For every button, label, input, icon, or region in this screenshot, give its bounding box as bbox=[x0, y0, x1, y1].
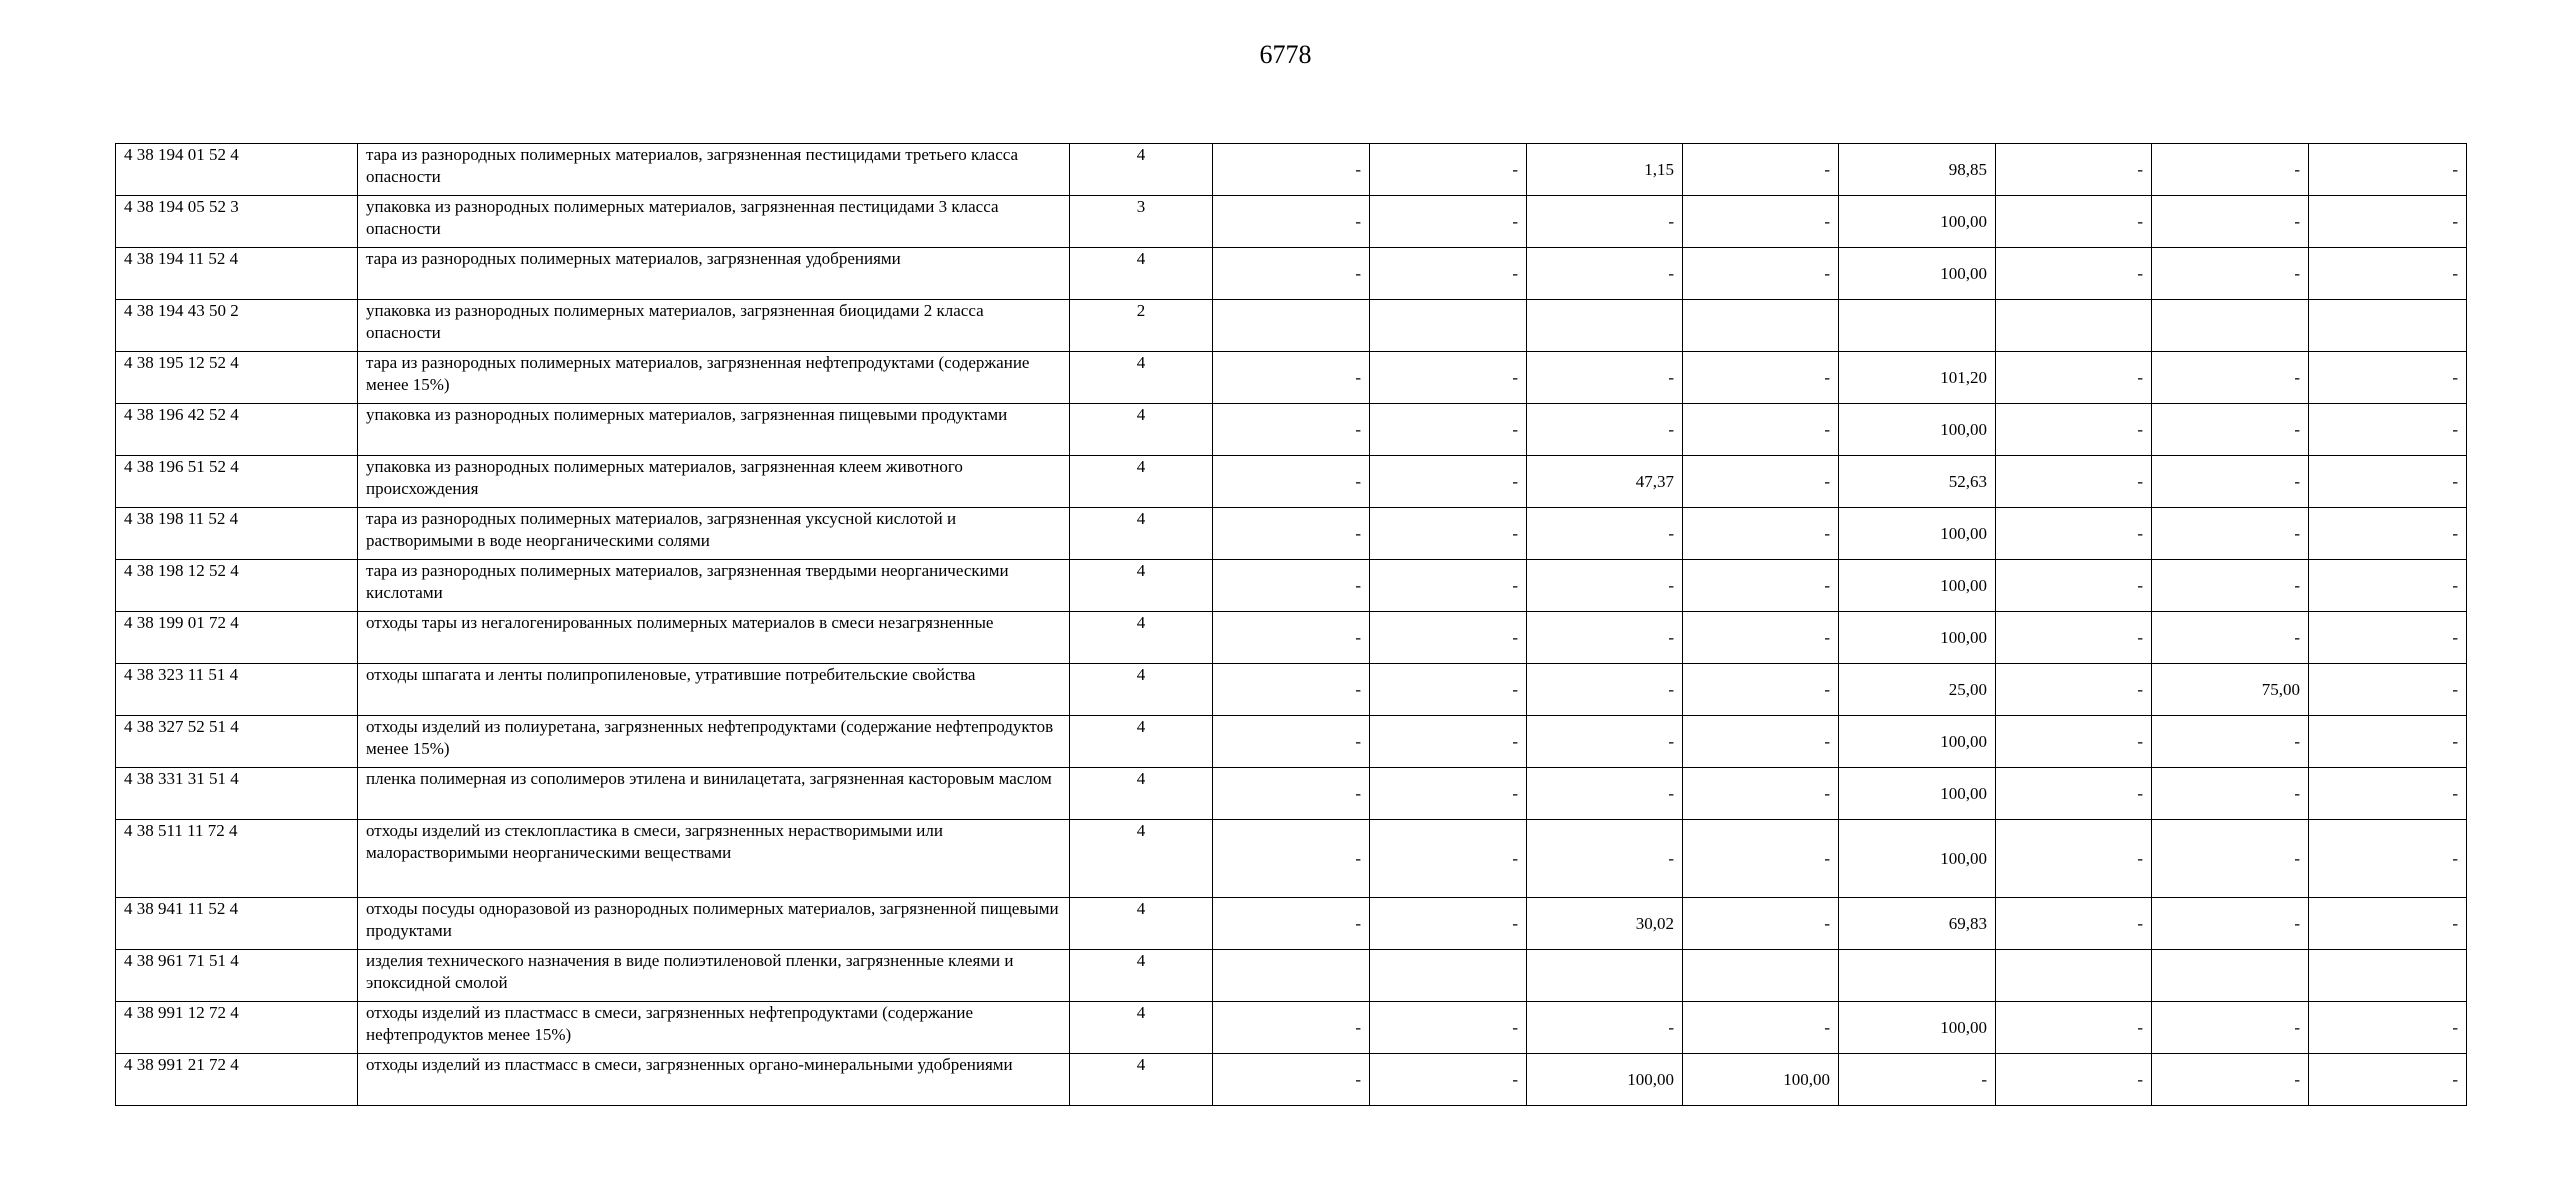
value-cell: - bbox=[2152, 144, 2309, 196]
value-cell: - bbox=[1213, 820, 1370, 898]
value-cell bbox=[2152, 300, 2309, 352]
waste-name-cell: пленка полимерная из сополимеров этилена и винилацетата, загрязненная касторовым маслом bbox=[358, 768, 1070, 820]
table-row bbox=[116, 508, 2467, 560]
value-cell: - bbox=[2152, 352, 2309, 404]
value-cell: - bbox=[1370, 144, 1527, 196]
value-cell: - bbox=[1839, 1054, 1996, 1106]
value-cell: - bbox=[2309, 144, 2467, 196]
value-cell: - bbox=[2309, 1002, 2467, 1054]
value-cell: 100,00 bbox=[1839, 508, 1996, 560]
value-cell bbox=[1213, 300, 1370, 352]
waste-code-cell: 4 38 961 71 51 4 bbox=[116, 950, 358, 1002]
value-cell: - bbox=[1996, 352, 2152, 404]
value-cell: - bbox=[1683, 404, 1839, 456]
waste-table bbox=[115, 143, 2467, 1106]
value-cell: - bbox=[1213, 196, 1370, 248]
table-row bbox=[116, 768, 2467, 820]
value-cell: - bbox=[1527, 820, 1683, 898]
value-cell: 100,00 bbox=[1839, 768, 1996, 820]
waste-code-cell: 4 38 327 52 51 4 bbox=[116, 716, 358, 768]
table-row bbox=[116, 300, 2467, 352]
hazard-class-cell: 4 bbox=[1070, 898, 1213, 950]
value-cell: - bbox=[1370, 508, 1527, 560]
waste-code-cell: 4 38 991 12 72 4 bbox=[116, 1002, 358, 1054]
hazard-class-cell: 4 bbox=[1070, 560, 1213, 612]
value-cell: - bbox=[1527, 768, 1683, 820]
value-cell: - bbox=[2152, 716, 2309, 768]
value-cell bbox=[1996, 300, 2152, 352]
value-cell: 100,00 bbox=[1527, 1054, 1683, 1106]
value-cell bbox=[1996, 950, 2152, 1002]
value-cell: - bbox=[2152, 508, 2309, 560]
value-cell: - bbox=[2309, 820, 2467, 898]
value-cell: - bbox=[1370, 820, 1527, 898]
value-cell bbox=[1370, 300, 1527, 352]
waste-name-cell: отходы изделий из стеклопластика в смеси, загрязненных нерастворимыми или малорастворимыми неорганическими веществами bbox=[358, 820, 1070, 898]
waste-code-cell: 4 38 195 12 52 4 bbox=[116, 352, 358, 404]
value-cell: - bbox=[1370, 456, 1527, 508]
waste-name-cell: отходы изделий из пластмасс в смеси, загрязненных нефтепродуктами (содержание нефтепродуктов менее 15%) bbox=[358, 1002, 1070, 1054]
table-row bbox=[116, 1002, 2467, 1054]
value-cell: 100,00 bbox=[1839, 248, 1996, 300]
value-cell: - bbox=[1370, 664, 1527, 716]
value-cell: - bbox=[1683, 716, 1839, 768]
value-cell: - bbox=[2152, 898, 2309, 950]
value-cell: - bbox=[1996, 144, 2152, 196]
value-cell: - bbox=[2309, 196, 2467, 248]
waste-name-cell: упаковка из разнородных полимерных материалов, загрязненная пищевыми продуктами bbox=[358, 404, 1070, 456]
table-row bbox=[116, 664, 2467, 716]
value-cell: 69,83 bbox=[1839, 898, 1996, 950]
table-row bbox=[116, 820, 2467, 898]
value-cell: - bbox=[1996, 196, 2152, 248]
value-cell: - bbox=[1996, 898, 2152, 950]
value-cell: - bbox=[1370, 612, 1527, 664]
hazard-class-cell: 4 bbox=[1070, 1002, 1213, 1054]
waste-name-cell: тара из разнородных полимерных материалов, загрязненная твердыми неорганическими кислотами bbox=[358, 560, 1070, 612]
waste-code-cell: 4 38 194 05 52 3 bbox=[116, 196, 358, 248]
table-row bbox=[116, 612, 2467, 664]
value-cell: - bbox=[2309, 768, 2467, 820]
table-row bbox=[116, 716, 2467, 768]
value-cell: - bbox=[2309, 456, 2467, 508]
value-cell: - bbox=[1527, 404, 1683, 456]
value-cell: - bbox=[1996, 820, 2152, 898]
value-cell: 52,63 bbox=[1839, 456, 1996, 508]
hazard-class-cell: 4 bbox=[1070, 612, 1213, 664]
value-cell: - bbox=[1683, 196, 1839, 248]
value-cell: 100,00 bbox=[1839, 404, 1996, 456]
value-cell: - bbox=[1527, 716, 1683, 768]
table-body bbox=[116, 144, 2467, 1106]
value-cell: - bbox=[1683, 508, 1839, 560]
value-cell: - bbox=[1996, 768, 2152, 820]
hazard-class-cell: 3 bbox=[1070, 196, 1213, 248]
value-cell: 47,37 bbox=[1527, 456, 1683, 508]
value-cell: - bbox=[1370, 404, 1527, 456]
hazard-class-cell: 2 bbox=[1070, 300, 1213, 352]
value-cell: - bbox=[2309, 560, 2467, 612]
waste-code-cell: 4 38 198 11 52 4 bbox=[116, 508, 358, 560]
hazard-class-cell: 4 bbox=[1070, 352, 1213, 404]
value-cell: - bbox=[2309, 1054, 2467, 1106]
value-cell: - bbox=[1213, 248, 1370, 300]
value-cell bbox=[2309, 300, 2467, 352]
value-cell bbox=[1839, 950, 1996, 1002]
value-cell: - bbox=[1370, 898, 1527, 950]
value-cell: - bbox=[1213, 664, 1370, 716]
waste-code-cell: 4 38 323 11 51 4 bbox=[116, 664, 358, 716]
waste-code-cell: 4 38 991 21 72 4 bbox=[116, 1054, 358, 1106]
value-cell: - bbox=[1683, 144, 1839, 196]
waste-code-cell: 4 38 199 01 72 4 bbox=[116, 612, 358, 664]
waste-code-cell: 4 38 331 31 51 4 bbox=[116, 768, 358, 820]
table-row bbox=[116, 352, 2467, 404]
value-cell bbox=[1683, 950, 1839, 1002]
value-cell: - bbox=[1370, 560, 1527, 612]
value-cell: - bbox=[1527, 612, 1683, 664]
value-cell: 30,02 bbox=[1527, 898, 1683, 950]
value-cell: - bbox=[1370, 1002, 1527, 1054]
table-row bbox=[116, 144, 2467, 196]
value-cell: - bbox=[1213, 716, 1370, 768]
value-cell: - bbox=[1996, 612, 2152, 664]
waste-name-cell: тара из разнородных полимерных материалов, загрязненная пестицидами третьего класса опасности bbox=[358, 144, 1070, 196]
hazard-class-cell: 4 bbox=[1070, 404, 1213, 456]
waste-code-cell: 4 38 196 51 52 4 bbox=[116, 456, 358, 508]
waste-name-cell: отходы шпагата и ленты полипропиленовые, утратившие потребительские свойства bbox=[358, 664, 1070, 716]
value-cell: 75,00 bbox=[2152, 664, 2309, 716]
value-cell: 100,00 bbox=[1839, 716, 1996, 768]
hazard-class-cell: 4 bbox=[1070, 820, 1213, 898]
value-cell: - bbox=[2152, 404, 2309, 456]
value-cell bbox=[1683, 300, 1839, 352]
value-cell: - bbox=[1683, 248, 1839, 300]
waste-name-cell: упаковка из разнородных полимерных материалов, загрязненная пестицидами 3 класса опасности bbox=[358, 196, 1070, 248]
value-cell bbox=[2152, 950, 2309, 1002]
value-cell bbox=[1527, 950, 1683, 1002]
value-cell: - bbox=[1213, 612, 1370, 664]
waste-code-cell: 4 38 194 11 52 4 bbox=[116, 248, 358, 300]
hazard-class-cell: 4 bbox=[1070, 1054, 1213, 1106]
value-cell: - bbox=[2309, 404, 2467, 456]
value-cell: - bbox=[2309, 352, 2467, 404]
value-cell: - bbox=[2152, 768, 2309, 820]
value-cell bbox=[1213, 950, 1370, 1002]
hazard-class-cell: 4 bbox=[1070, 950, 1213, 1002]
value-cell: - bbox=[1527, 1002, 1683, 1054]
value-cell: - bbox=[1996, 1054, 2152, 1106]
value-cell: - bbox=[2152, 612, 2309, 664]
hazard-class-cell: 4 bbox=[1070, 508, 1213, 560]
value-cell: - bbox=[2309, 716, 2467, 768]
value-cell: - bbox=[1213, 352, 1370, 404]
value-cell: - bbox=[2152, 820, 2309, 898]
value-cell bbox=[1527, 300, 1683, 352]
value-cell: - bbox=[2309, 664, 2467, 716]
hazard-class-cell: 4 bbox=[1070, 768, 1213, 820]
value-cell: 25,00 bbox=[1839, 664, 1996, 716]
hazard-class-cell: 4 bbox=[1070, 248, 1213, 300]
waste-name-cell: отходы тары из негалогенированных полимерных материалов в смеси незагрязненные bbox=[358, 612, 1070, 664]
value-cell: 100,00 bbox=[1839, 820, 1996, 898]
value-cell: - bbox=[1527, 560, 1683, 612]
value-cell: - bbox=[1213, 456, 1370, 508]
value-cell: - bbox=[1370, 196, 1527, 248]
value-cell: - bbox=[1683, 560, 1839, 612]
value-cell: 100,00 bbox=[1839, 612, 1996, 664]
value-cell: - bbox=[1996, 1002, 2152, 1054]
value-cell: - bbox=[1370, 248, 1527, 300]
waste-name-cell: отходы изделий из пластмасс в смеси, загрязненных органо-минеральными удобрениями bbox=[358, 1054, 1070, 1106]
waste-code-cell: 4 38 198 12 52 4 bbox=[116, 560, 358, 612]
value-cell: - bbox=[1370, 352, 1527, 404]
value-cell: - bbox=[1996, 404, 2152, 456]
value-cell: - bbox=[1683, 612, 1839, 664]
value-cell: - bbox=[1683, 768, 1839, 820]
table-row bbox=[116, 404, 2467, 456]
value-cell: - bbox=[1213, 898, 1370, 950]
waste-name-cell: отходы посуды одноразовой из разнородных полимерных материалов, загрязненной пищевыми продуктами bbox=[358, 898, 1070, 950]
value-cell: 100,00 bbox=[1839, 560, 1996, 612]
waste-code-cell: 4 38 511 11 72 4 bbox=[116, 820, 358, 898]
value-cell bbox=[1370, 950, 1527, 1002]
value-cell: 100,00 bbox=[1839, 196, 1996, 248]
table-row bbox=[116, 248, 2467, 300]
value-cell: - bbox=[1683, 352, 1839, 404]
table-row bbox=[116, 898, 2467, 950]
value-cell: - bbox=[1213, 508, 1370, 560]
value-cell: - bbox=[2152, 1002, 2309, 1054]
value-cell: - bbox=[2152, 248, 2309, 300]
value-cell: - bbox=[1683, 664, 1839, 716]
table-row bbox=[116, 196, 2467, 248]
waste-code-cell: 4 38 194 01 52 4 bbox=[116, 144, 358, 196]
waste-name-cell: упаковка из разнородных полимерных материалов, загрязненная биоцидами 2 класса опасности bbox=[358, 300, 1070, 352]
value-cell: - bbox=[1527, 248, 1683, 300]
waste-code-cell: 4 38 196 42 52 4 bbox=[116, 404, 358, 456]
value-cell: - bbox=[2309, 612, 2467, 664]
hazard-class-cell: 4 bbox=[1070, 456, 1213, 508]
value-cell: - bbox=[1213, 768, 1370, 820]
value-cell: - bbox=[1996, 456, 2152, 508]
value-cell: - bbox=[1213, 404, 1370, 456]
value-cell: - bbox=[1213, 1002, 1370, 1054]
value-cell: 101,20 bbox=[1839, 352, 1996, 404]
value-cell: 98,85 bbox=[1839, 144, 1996, 196]
value-cell: - bbox=[2309, 508, 2467, 560]
value-cell: - bbox=[1683, 820, 1839, 898]
value-cell: - bbox=[1213, 560, 1370, 612]
value-cell bbox=[2309, 950, 2467, 1002]
value-cell bbox=[1839, 300, 1996, 352]
value-cell: - bbox=[1527, 508, 1683, 560]
value-cell: - bbox=[1683, 456, 1839, 508]
waste-name-cell: тара из разнородных полимерных материалов, загрязненная уксусной кислотой и растворимыми в воде неорганическими солями bbox=[358, 508, 1070, 560]
value-cell: - bbox=[1996, 560, 2152, 612]
value-cell: - bbox=[1683, 1002, 1839, 1054]
value-cell: - bbox=[1996, 508, 2152, 560]
hazard-class-cell: 4 bbox=[1070, 664, 1213, 716]
value-cell: - bbox=[1996, 248, 2152, 300]
table-row bbox=[116, 1054, 2467, 1106]
value-cell: - bbox=[1683, 898, 1839, 950]
waste-code-cell: 4 38 194 43 50 2 bbox=[116, 300, 358, 352]
waste-name-cell: тара из разнородных полимерных материалов, загрязненная удобрениями bbox=[358, 248, 1070, 300]
value-cell: - bbox=[1370, 768, 1527, 820]
value-cell: - bbox=[2309, 898, 2467, 950]
waste-code-cell: 4 38 941 11 52 4 bbox=[116, 898, 358, 950]
hazard-class-cell: 4 bbox=[1070, 716, 1213, 768]
value-cell: 100,00 bbox=[1683, 1054, 1839, 1106]
waste-name-cell: отходы изделий из полиуретана, загрязненных нефтепродуктами (содержание нефтепродуктов менее 15%) bbox=[358, 716, 1070, 768]
waste-name-cell: тара из разнородных полимерных материалов, загрязненная нефтепродуктами (содержание менее 15%) bbox=[358, 352, 1070, 404]
waste-name-cell: изделия технического назначения в виде полиэтиленовой пленки, загрязненные клеями и эпоксидной смолой bbox=[358, 950, 1070, 1002]
table-row bbox=[116, 950, 2467, 1002]
value-cell: - bbox=[2309, 248, 2467, 300]
value-cell: - bbox=[1370, 716, 1527, 768]
table-row bbox=[116, 560, 2467, 612]
value-cell: - bbox=[2152, 1054, 2309, 1106]
value-cell: 1,15 bbox=[1527, 144, 1683, 196]
hazard-class-cell: 4 bbox=[1070, 144, 1213, 196]
value-cell: - bbox=[1527, 196, 1683, 248]
value-cell: - bbox=[1527, 352, 1683, 404]
value-cell: - bbox=[1213, 1054, 1370, 1106]
value-cell: - bbox=[2152, 196, 2309, 248]
table-row bbox=[116, 456, 2467, 508]
waste-name-cell: упаковка из разнородных полимерных материалов, загрязненная клеем животного происхождения bbox=[358, 456, 1070, 508]
value-cell: - bbox=[2152, 560, 2309, 612]
value-cell: - bbox=[1527, 664, 1683, 716]
page-number: 6778 bbox=[1259, 40, 1312, 69]
value-cell: - bbox=[2152, 456, 2309, 508]
value-cell: - bbox=[1213, 144, 1370, 196]
value-cell: - bbox=[1370, 1054, 1527, 1106]
value-cell: - bbox=[1996, 716, 2152, 768]
value-cell: 100,00 bbox=[1839, 1002, 1996, 1054]
value-cell: - bbox=[1996, 664, 2152, 716]
